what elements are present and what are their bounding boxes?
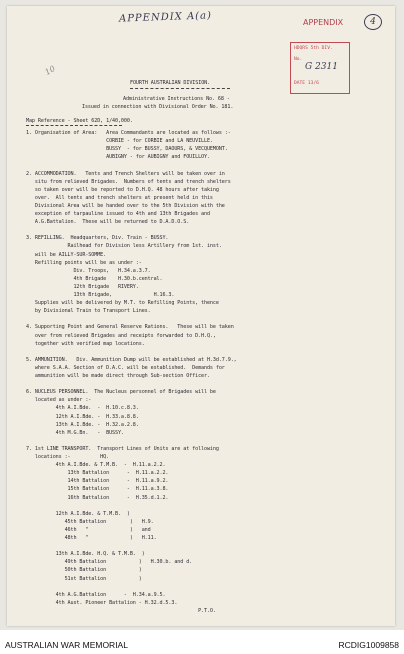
body-line: 4th Aust. Pioneer Battalion - H.32.d.5.3. [26, 599, 178, 606]
body-line: 4th A.I.Bde. & T.M.B. - H.11.a.2.2. [26, 462, 166, 469]
body-line: 15th Battalion - H.11.a.3.8. [26, 486, 169, 493]
instructions-heading: Administrative Instructions No. 68 - [123, 96, 230, 102]
appendix-typed-label: APPENDIX [303, 18, 344, 27]
body-line: 4th A.I.Bde. - H.10.c.8.3. [26, 405, 139, 412]
body-line: AUBIGNY - for AUBIGNY and FOUILLOY. [26, 154, 210, 161]
body-line: 49th Battalion ) H.30.b. and d. [26, 559, 193, 566]
body-line: 12th Brigade RIVERY. [26, 283, 139, 290]
body-line: 7. 1st LINE TRANSPORT. Transport Lines of Units are at following [26, 445, 219, 452]
body-line: Div. Troops, H.34.a.3.7. [26, 267, 151, 274]
body-line: 5. AMMUNITION. Div. Ammunition Dump will be established at H.3d.7.9., [26, 356, 237, 363]
footer-source: AUSTRALIAN WAR MEMORIAL [5, 640, 128, 650]
body-line: 1. Organisation of Area: Area Commandants are located as follows :- [26, 130, 231, 136]
body-line: 45th Battalion ) H.9. [26, 518, 154, 525]
body-line: over. All tents and trench shelters at present held in this [26, 194, 213, 201]
body-line: P.T.O. [26, 607, 216, 614]
body-line: located as under :- [26, 397, 92, 404]
body-line: Divisional Area will be handed over to the 5th Division with the [26, 202, 225, 209]
body-line: 4. Supporting Point and General Reserve Rations. These will be taken [26, 324, 234, 331]
body-line: where S.A.A. Section of D.A.C. will be established. Demands for [26, 364, 225, 371]
body-line: 14th Battalion - H.11.a.9.2. [26, 478, 169, 485]
body-line: 48th " ) H.11. [26, 535, 157, 541]
body-line: 2. ACCOMMODATION. Tents and Trench Shelters will be taken over in [26, 170, 225, 177]
issued-line: Issued in connection with Divisional Order No. 181. [82, 104, 234, 110]
body-line: over from relieved Brigades and receipts forwarded to D.H.Q., [26, 332, 216, 339]
body-line: Railhead for Division less Artillery from 1st. inst. [26, 243, 222, 250]
body-line: 13th Battalion - H.11.a.2.2. [26, 470, 169, 477]
body-line: 12th A.I.Bde. & T.M.B. ) [26, 510, 130, 517]
body-line: Refilling points will be as under :- [26, 259, 142, 266]
division-heading: FOURTH AUSTRALIAN DIVISION. [130, 80, 211, 86]
body-line: situ from relieved Brigades. Numbers of tents and trench shelters [26, 178, 231, 185]
body-line: A.G.Battalion. These will be returned to D.A.D.O.S. [26, 219, 190, 226]
circled-number: 4 [364, 14, 382, 30]
body-line: 51st Battalion ) [26, 575, 142, 582]
pencil-margin-note: 10 [43, 64, 57, 77]
body-line: 4th M.G.Bn. - BUSSY. [26, 429, 124, 436]
body-line: 6. NUCLEUS PERSONNEL. The Nucleus personnel of Brigades will be [26, 389, 216, 396]
body-line: 50th Battalion ) [26, 567, 142, 574]
body-line: locations :- HQ. [26, 454, 110, 460]
document-page [7, 6, 395, 626]
footer-id: RCDIG1009858 [338, 640, 399, 650]
archive-footer [0, 630, 404, 654]
body-line: together with verified map locations. [26, 340, 145, 347]
body-line: 16th Battalion - H.35.d.1.2. [26, 494, 169, 501]
body-line: 3. REFILLING. Headquarters, Div. Train - BUSSY. [26, 235, 169, 242]
body-line: 12th A.I.Bde. - H.33.a.8.8. [26, 413, 139, 420]
body-line: ammunition will be made direct through Sub-section Officer. [26, 373, 210, 379]
body-line: 46th " ) and [26, 526, 151, 533]
map-reference: Map Reference - Sheet 62D, 1/40,000. [26, 118, 133, 124]
appendix-handwritten-label: APPENDIX A(a) [118, 10, 213, 25]
body-line: will be AILLY-SUR-SOMME. [26, 251, 107, 258]
body-line: 4th A.G.Battalion - H.34.a.9.5. [26, 591, 166, 598]
body-line: Supplies will be delivered by M.T. to Refilling Points, thence [26, 300, 219, 307]
body-line: 13th A.I.Bde. H.Q. & T.M.B. ) [26, 551, 145, 558]
receipt-stamp: HDQRS 5th DIV. No. G 2311 DATE 13/6 [290, 42, 350, 94]
body-line: 4th Brigade H.30.b.central. [26, 275, 163, 282]
body-line: 13th A.I.Bde. - H.32.a.2.8. [26, 421, 139, 428]
body-line: so taken over will be reported to D.H.Q. 48 hours after taking [26, 186, 219, 193]
body-line: CORBIE - for CORBIE and LA NEUVILLE. [26, 138, 213, 145]
body-line: 13th Brigade, H.16.3. [26, 292, 175, 298]
body-line: by Divisional Train to Transport Lines. [26, 308, 151, 315]
body-line: BUSSY - for BUSSY, DAOURS, & VECQUEMONT. [26, 146, 228, 153]
body-line: exception of tarpauline issued to 4th and 13th Brigades and [26, 211, 210, 217]
